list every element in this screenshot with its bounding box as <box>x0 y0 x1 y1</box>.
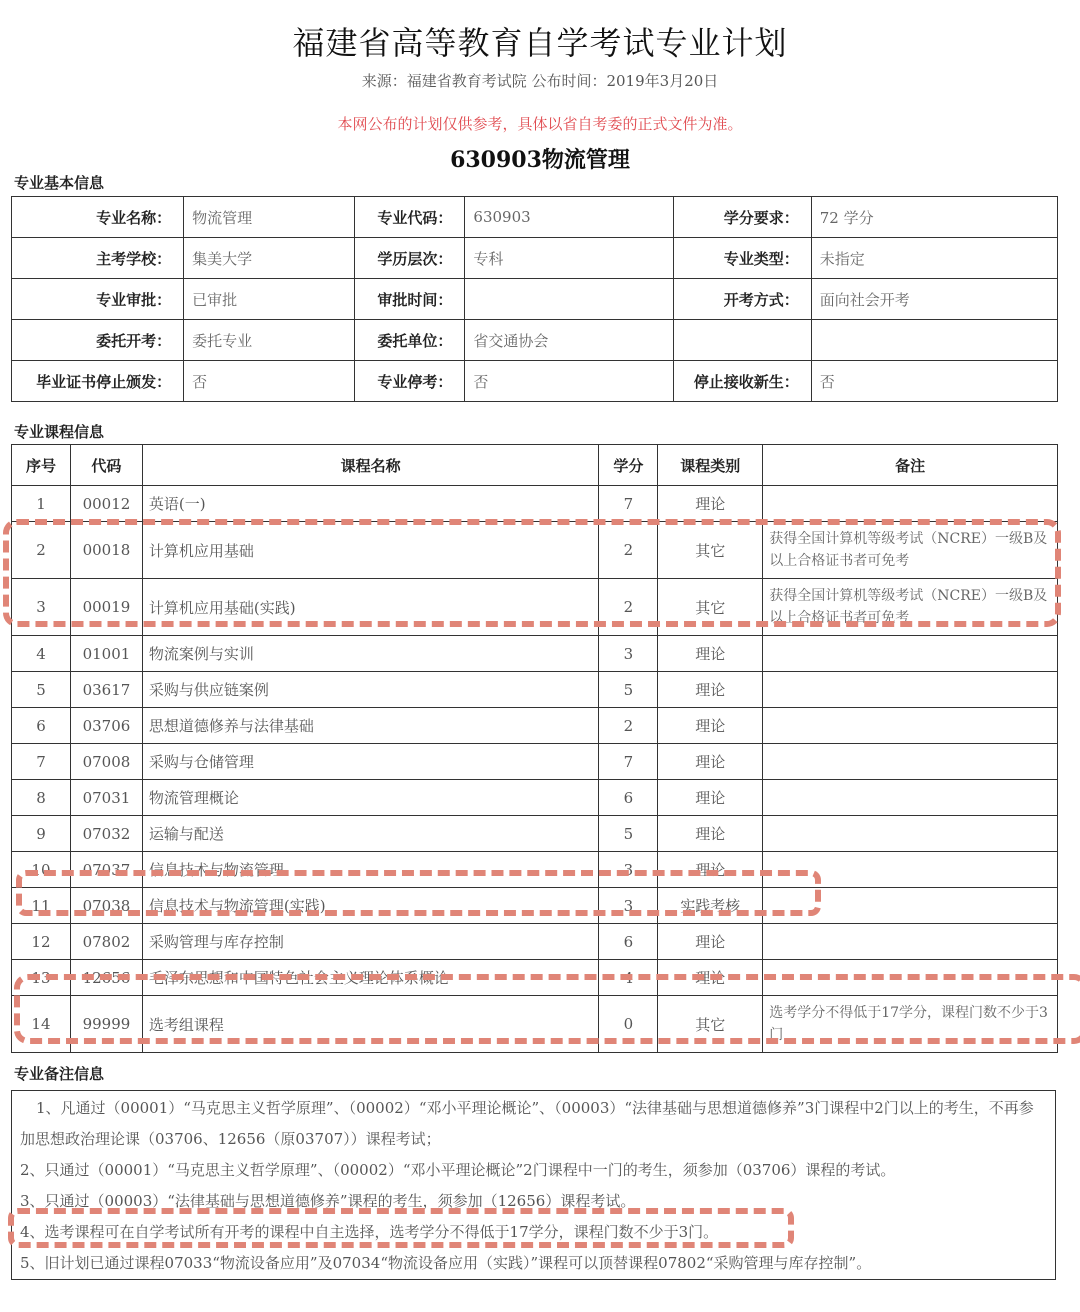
course-no: 7 <box>12 744 71 780</box>
course-credit: 2 <box>599 708 658 744</box>
course-type: 其它 <box>658 522 763 579</box>
course-type: 理论 <box>658 708 763 744</box>
course-type: 其它 <box>658 996 763 1053</box>
table-row <box>12 744 1058 780</box>
field-value: 省交通协会 <box>465 320 673 361</box>
course-name: 计算机应用基础(实践) <box>142 579 598 636</box>
course-no: 1 <box>12 486 71 522</box>
field-label: 专业代码： <box>355 197 465 238</box>
course-name: 选考组课程 <box>142 996 598 1053</box>
course-note <box>763 924 1058 960</box>
basic-info-row <box>12 279 1058 320</box>
course-type: 理论 <box>658 744 763 780</box>
basic-info-row <box>12 197 1058 238</box>
header-code: 代码 <box>70 445 142 486</box>
course-credit: 3 <box>599 636 658 672</box>
course-name: 采购管理与库存控制 <box>142 924 598 960</box>
course-credit: 4 <box>599 960 658 996</box>
field-label <box>673 320 811 361</box>
table-row <box>12 960 1058 996</box>
remarks-label: 专业备注信息 <box>14 1065 105 1083</box>
field-label: 毕业证书停止颁发： <box>12 361 184 402</box>
remark-line-3: 3、只通过（00003）“法律基础与思想道德修养”课程的考生，须参加（12656）课程考试。 <box>20 1192 636 1210</box>
course-note <box>763 708 1058 744</box>
course-note <box>763 486 1058 522</box>
course-name: 英语(一) <box>142 486 598 522</box>
course-name: 采购与供应链案例 <box>142 672 598 708</box>
course-name: 信息技术与物流管理(实践) <box>142 888 598 924</box>
remarks-box <box>11 1090 1056 1280</box>
table-row <box>12 816 1058 852</box>
course-credit: 2 <box>599 522 658 579</box>
course-credit: 5 <box>599 816 658 852</box>
header-note: 备注 <box>763 445 1058 486</box>
table-row <box>12 708 1058 744</box>
field-value: 已审批 <box>184 279 355 320</box>
field-label: 专业审批： <box>12 279 184 320</box>
basic-info-row <box>12 320 1058 361</box>
course-code: 07008 <box>70 744 142 780</box>
course-note <box>763 816 1058 852</box>
course-note <box>763 960 1058 996</box>
course-note <box>763 888 1058 924</box>
field-value: 否 <box>465 361 673 402</box>
field-value: 630903 <box>465 197 673 238</box>
field-value <box>465 279 673 320</box>
page-title: 福建省高等教育自学考试专业计划 <box>292 24 788 62</box>
table-row <box>12 852 1058 888</box>
course-credit: 2 <box>599 579 658 636</box>
major-title: 630903物流管理 <box>450 147 630 173</box>
remark-line-4: 4、选考课程可在自学考试所有开考的课程中自主选择，选考学分不得低于17学分，课程门数不少于3门。 <box>20 1223 719 1241</box>
course-type: 其它 <box>658 579 763 636</box>
course-no: 12 <box>12 924 71 960</box>
course-note <box>763 852 1058 888</box>
field-value: 否 <box>184 361 355 402</box>
field-value: 面向社会开考 <box>811 279 1057 320</box>
course-name: 运输与配送 <box>142 816 598 852</box>
field-label: 专业类型： <box>673 238 811 279</box>
field-label: 学历层次： <box>355 238 465 279</box>
course-no: 3 <box>12 579 71 636</box>
course-name: 采购与仓储管理 <box>142 744 598 780</box>
course-note <box>763 672 1058 708</box>
course-code: 99999 <box>70 996 142 1053</box>
course-code: 03617 <box>70 672 142 708</box>
course-credit: 7 <box>599 744 658 780</box>
basic-info-table <box>11 196 1058 402</box>
course-note: 获得全国计算机等级考试（NCRE）一级B及以上合格证书者可免考 <box>763 579 1058 636</box>
field-value <box>811 320 1057 361</box>
course-name: 思想道德修养与法律基础 <box>142 708 598 744</box>
table-row <box>12 672 1058 708</box>
field-label: 专业名称： <box>12 197 184 238</box>
course-note: 选考学分不得低于17学分，课程门数不少于3门 <box>763 996 1058 1053</box>
course-credit: 3 <box>599 852 658 888</box>
basic-info-label: 专业基本信息 <box>14 174 105 192</box>
course-type: 理论 <box>658 924 763 960</box>
table-row <box>12 888 1058 924</box>
course-code: 00018 <box>70 522 142 579</box>
course-no: 14 <box>12 996 71 1053</box>
course-type: 理论 <box>658 672 763 708</box>
field-value: 物流管理 <box>184 197 355 238</box>
course-code: 07037 <box>70 852 142 888</box>
course-info-label: 专业课程信息 <box>14 423 105 441</box>
course-code: 01001 <box>70 636 142 672</box>
course-note <box>763 636 1058 672</box>
course-code: 07031 <box>70 780 142 816</box>
course-type: 理论 <box>658 780 763 816</box>
course-code: 07032 <box>70 816 142 852</box>
field-label: 学分要求： <box>673 197 811 238</box>
field-value: 否 <box>811 361 1057 402</box>
course-name: 计算机应用基础 <box>142 522 598 579</box>
field-value: 72 学分 <box>811 197 1057 238</box>
course-no: 6 <box>12 708 71 744</box>
field-value: 专科 <box>465 238 673 279</box>
table-row <box>12 636 1058 672</box>
course-code: 03706 <box>70 708 142 744</box>
course-credit: 3 <box>599 888 658 924</box>
course-name: 毛泽东思想和中国特色社会主义理论体系概论 <box>142 960 598 996</box>
course-table <box>11 444 1058 1053</box>
header-no: 序号 <box>12 445 71 486</box>
course-type: 理论 <box>658 960 763 996</box>
course-no: 4 <box>12 636 71 672</box>
field-label: 主考学校： <box>12 238 184 279</box>
remark-line-2: 2、只通过（00001）“马克思主义哲学原理”、（00002）“邓小平理论概论”2门课程中一门的考生，须参加（03706）课程的考试。 <box>20 1161 896 1179</box>
course-type: 实践考核 <box>658 888 763 924</box>
course-type: 理论 <box>658 816 763 852</box>
field-value: 委托专业 <box>184 320 355 361</box>
table-row <box>12 996 1058 1053</box>
course-type: 理论 <box>658 852 763 888</box>
source-line: 来源：福建省教育考试院 公布时间：2019年3月20日 <box>361 72 719 90</box>
course-no: 5 <box>12 672 71 708</box>
field-label: 专业停考： <box>355 361 465 402</box>
field-label: 停止接收新生： <box>673 361 811 402</box>
disclaimer-notice: 本网公布的计划仅供参考，具体以省自考委的正式文件为准。 <box>337 115 743 133</box>
table-row <box>12 780 1058 816</box>
course-type: 理论 <box>658 636 763 672</box>
course-code: 07802 <box>70 924 142 960</box>
table-row <box>12 522 1058 579</box>
course-credit: 0 <box>599 996 658 1053</box>
header-name: 课程名称 <box>142 445 598 486</box>
course-no: 8 <box>12 780 71 816</box>
field-label: 开考方式： <box>673 279 811 320</box>
remark-line-5: 5、旧计划已通过课程07033“物流设备应用”及07034“物流设备应用（实践）”课程可以顶替课程07802“采购管理与库存控制”。 <box>20 1254 872 1272</box>
course-credit: 5 <box>599 672 658 708</box>
course-note <box>763 744 1058 780</box>
header-credit: 学分 <box>599 445 658 486</box>
table-row <box>12 924 1058 960</box>
field-value: 集美大学 <box>184 238 355 279</box>
course-code: 00012 <box>70 486 142 522</box>
course-credit: 6 <box>599 780 658 816</box>
remark-line-1: 1、凡通过（00001）“马克思主义哲学原理”、（00002）“邓小平理论概论”、（00003）“法律基础与思想道德修养”3门课程中2门以上的考生，不再参加思想政治理论课（03706、12656（原03707））课程考试； <box>20 1099 1034 1148</box>
field-value: 未指定 <box>811 238 1057 279</box>
header-type: 课程类别 <box>658 445 763 486</box>
course-name: 物流管理概论 <box>142 780 598 816</box>
course-code: 12656 <box>70 960 142 996</box>
course-type: 理论 <box>658 486 763 522</box>
field-label: 委托开考： <box>12 320 184 361</box>
course-no: 9 <box>12 816 71 852</box>
course-table-header <box>12 445 1058 486</box>
course-no: 13 <box>12 960 71 996</box>
course-credit: 7 <box>599 486 658 522</box>
course-no: 2 <box>12 522 71 579</box>
course-credit: 6 <box>599 924 658 960</box>
basic-info-row <box>12 361 1058 402</box>
course-no: 10 <box>12 852 71 888</box>
course-no: 11 <box>12 888 71 924</box>
course-name: 信息技术与物流管理 <box>142 852 598 888</box>
basic-info-row <box>12 238 1058 279</box>
course-code: 00019 <box>70 579 142 636</box>
course-name: 物流案例与实训 <box>142 636 598 672</box>
course-note: 获得全国计算机等级考试（NCRE）一级B及以上合格证书者可免考 <box>763 522 1058 579</box>
course-code: 07038 <box>70 888 142 924</box>
table-row <box>12 579 1058 636</box>
field-label: 审批时间： <box>355 279 465 320</box>
field-label: 委托单位： <box>355 320 465 361</box>
table-row <box>12 486 1058 522</box>
course-note <box>763 780 1058 816</box>
